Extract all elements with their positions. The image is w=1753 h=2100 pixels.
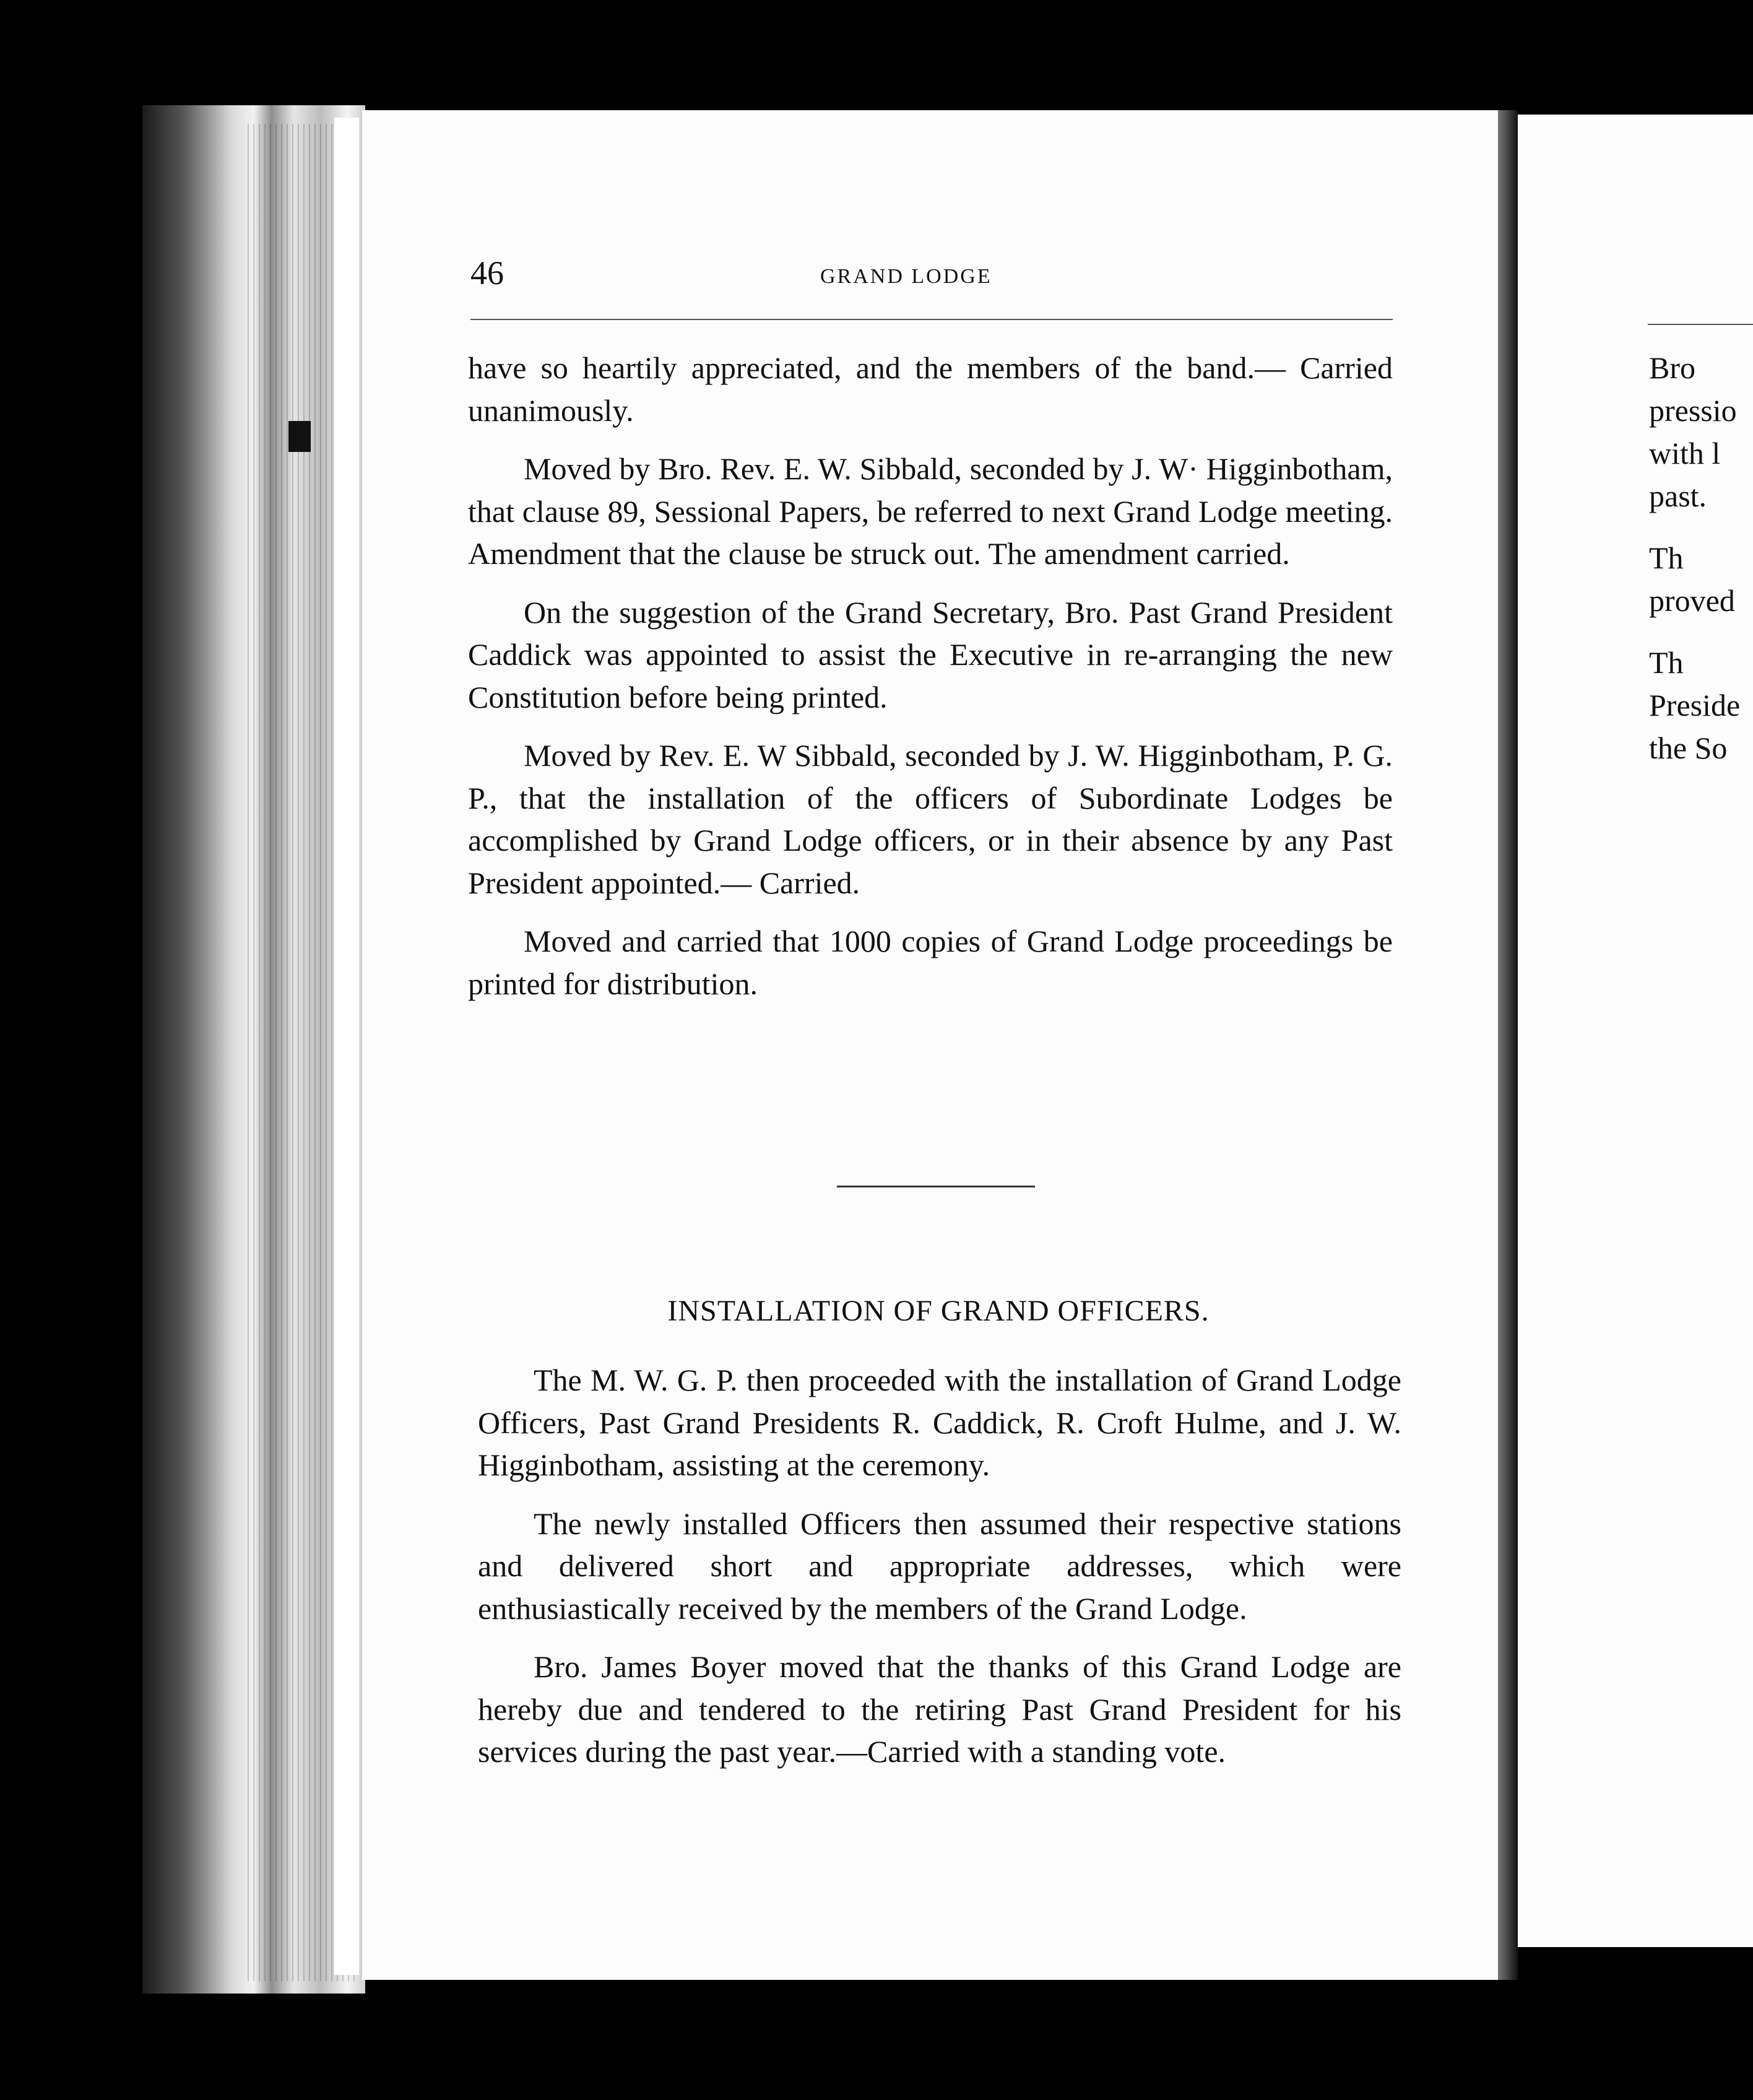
body-text-upper bbox=[468, 347, 1393, 1021]
section-divider bbox=[837, 1186, 1035, 1187]
facing-line: pressio bbox=[1649, 393, 1737, 428]
facing-line: past. bbox=[1649, 479, 1707, 513]
paragraph-addresses: The newly installed Officers then assumed their respective stations and delivered short and appropriate addresses, which were enthusiastically received by the members of the Grand Lodge. bbox=[478, 1506, 1401, 1626]
facing-line: Preside bbox=[1649, 688, 1741, 722]
facing-page bbox=[1518, 115, 1753, 1947]
spine-mark bbox=[288, 421, 311, 452]
book-gutter bbox=[1498, 110, 1518, 1980]
paragraph-installation: The M. W. G. P. then proceeded with the installation of Grand Lodge Officers, Past Grand Presidents R. Caddick, R. Croft Hulme, and J. W. Higginbotham, assisting at the ceremony. bbox=[478, 1363, 1401, 1482]
page-number: 46 bbox=[470, 254, 504, 292]
facing-line: Th bbox=[1649, 540, 1684, 575]
paragraph-continued: have so heartily appreciated, and the members of the band.— Carried unanimously. bbox=[468, 350, 1393, 428]
facing-page-text bbox=[1649, 347, 1753, 770]
facing-page-rule bbox=[1648, 324, 1753, 325]
paragraph-installation-motion: Moved by Rev. E. W Sibbald, seconded by J. W. Higginbotham, P. G. P., that the installation of the officers of Subordinate Lodges be accomplished by Grand Lodge officers, or in their absence by any Past President appointed.— Carried. bbox=[468, 738, 1393, 900]
paragraph-printing: Moved and carried that 1000 copies of Grand Lodge proceedings be printed for distribution. bbox=[468, 924, 1393, 1001]
facing-line: with l bbox=[1649, 436, 1721, 471]
body-text-lower bbox=[478, 1359, 1401, 1789]
page-edge-strip bbox=[334, 118, 359, 1975]
header-rule bbox=[470, 319, 1393, 320]
paragraph-constitution: On the suggestion of the Grand Secretary, Bro. Past Grand President Caddick was appointed to assist the Executive in re-arranging the new Constitution before being printed. bbox=[468, 594, 1393, 714]
page-header bbox=[470, 254, 1396, 303]
paragraph-motion-clause-89: Moved by Bro. Rev. E. W. Sibbald, seconded by J. W· Higginbotham, that clause 89, Sessional Papers, be referred to next Grand Lodge meeting. Amendment that the clause be struck out. The amendment carried. bbox=[468, 451, 1393, 571]
facing-line: Th bbox=[1649, 645, 1684, 680]
facing-line: the So bbox=[1649, 731, 1728, 765]
paragraph-thanks: Bro. James Boyer moved that the thanks of this Grand Lodge are hereby due and tendered to the retiring Past Grand President for his services during the past year.—Carried with a standing vote. bbox=[478, 1649, 1401, 1769]
section-heading: INSTALLATION OF GRAND OFFICERS. bbox=[667, 1295, 1210, 1327]
facing-line: proved bbox=[1649, 583, 1735, 618]
facing-line: Bro bbox=[1649, 350, 1695, 385]
running-head: GRAND LODGE bbox=[820, 265, 992, 288]
